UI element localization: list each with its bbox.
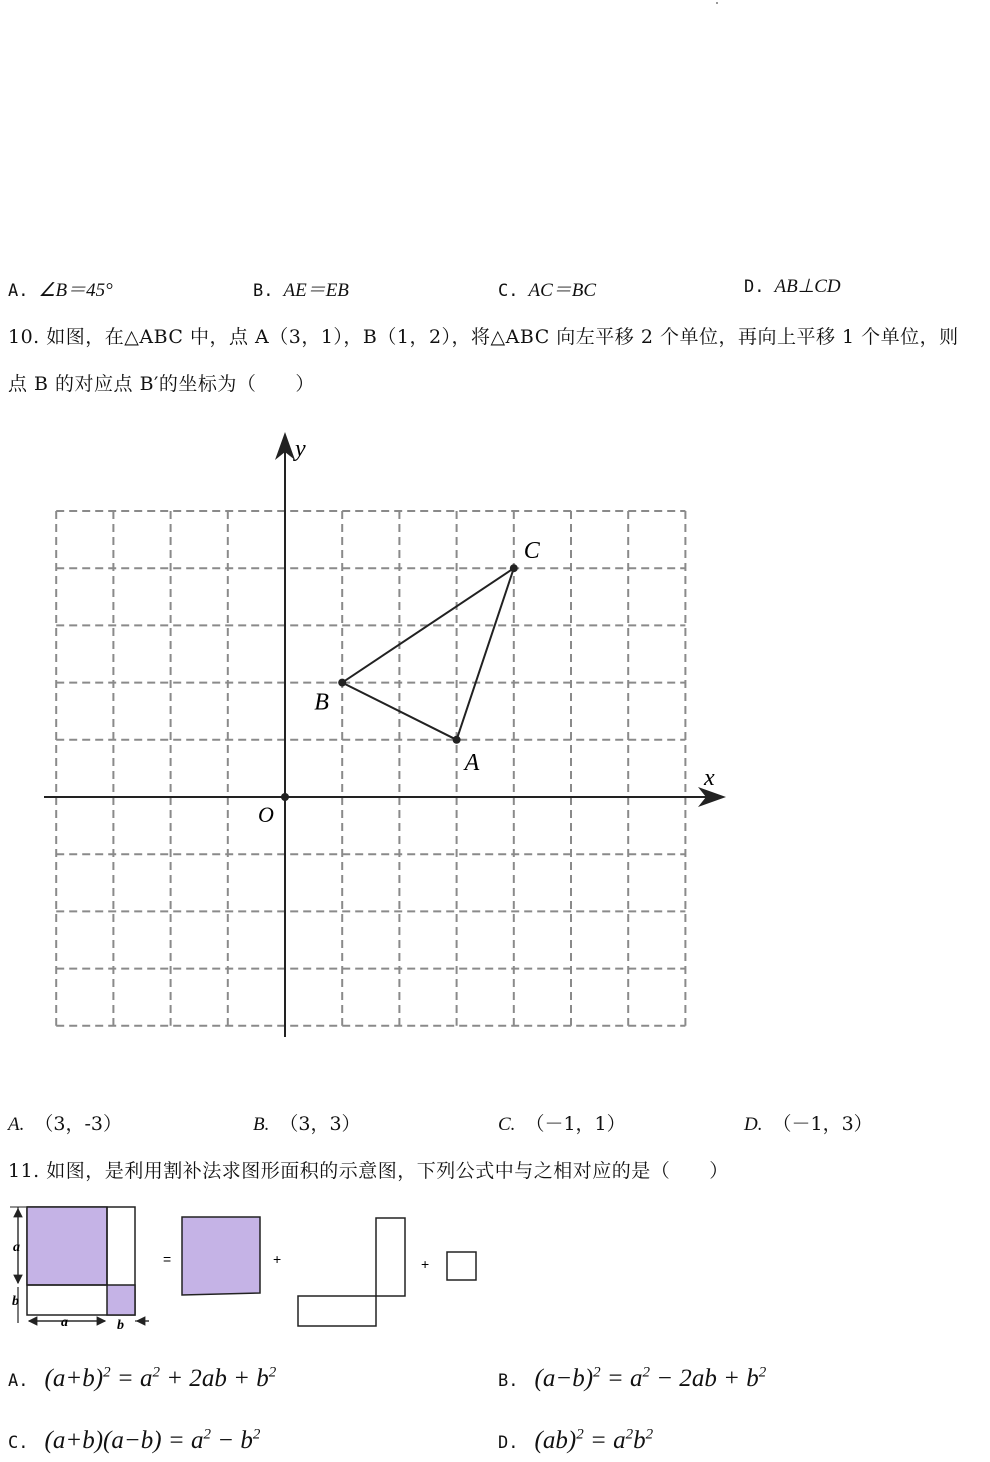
triangle-abc xyxy=(342,568,514,740)
square-b-fill xyxy=(107,1285,135,1315)
origin-point xyxy=(281,793,289,801)
rect-horizontal-piece xyxy=(298,1296,376,1326)
label-b-vertical: b xyxy=(12,1294,19,1309)
option-text: （3，-3） xyxy=(34,1113,122,1135)
formula-d: $(ab)^2 = a^2b^2$ xyxy=(534,1427,654,1455)
option-label: D. xyxy=(744,1114,763,1135)
q9-option-a[interactable] xyxy=(8,275,113,302)
option-label: D. xyxy=(744,277,765,297)
option-label: C. xyxy=(498,1114,516,1135)
point-label-a: A xyxy=(464,749,480,776)
option-label: B. xyxy=(253,281,274,301)
option-label: A. xyxy=(8,281,29,301)
option-label: A. xyxy=(8,1114,25,1135)
option-label: A. xyxy=(8,1371,29,1392)
square-a-piece xyxy=(182,1217,260,1295)
option-text: AC＝BC xyxy=(528,280,597,301)
q11-option-d[interactable] xyxy=(498,1427,653,1455)
dashed-grid xyxy=(56,511,685,1026)
y-axis-label: y xyxy=(295,436,306,462)
coordinate-graph xyxy=(0,420,760,1060)
label-a-horizontal: a xyxy=(61,1315,68,1330)
formula-c: $(a+b)(a-b) = a^2 - b^2$ xyxy=(44,1427,261,1455)
point-a xyxy=(453,736,461,744)
plus-sign-2: + xyxy=(421,1256,430,1272)
q10-option-b[interactable] xyxy=(253,1109,361,1136)
option-text: AB⊥CD xyxy=(774,276,841,297)
equals-sign: = xyxy=(163,1251,172,1267)
option-label: D. xyxy=(498,1433,519,1454)
square-b-piece xyxy=(447,1252,476,1280)
q11-option-c[interactable] xyxy=(8,1427,260,1455)
point-label-b: B xyxy=(314,689,329,716)
option-text: （－1，1） xyxy=(525,1113,626,1135)
origin-label: O xyxy=(258,802,274,827)
point-b xyxy=(338,679,346,687)
x-axis-label: x xyxy=(704,765,715,791)
option-text: （－1，3） xyxy=(772,1113,873,1135)
rect-vertical-piece xyxy=(376,1218,405,1296)
plus-sign-1: + xyxy=(273,1251,282,1267)
area-diagram xyxy=(0,1195,500,1335)
label-b-horizontal: b xyxy=(117,1318,124,1333)
q9-option-c[interactable] xyxy=(498,275,596,302)
q9-option-b[interactable] xyxy=(253,275,349,302)
option-label: B. xyxy=(253,1114,270,1135)
q10-option-d[interactable] xyxy=(744,1109,873,1136)
option-label: C. xyxy=(498,281,519,301)
label-a-vertical: a xyxy=(13,1240,20,1255)
option-text: ∠B＝45° xyxy=(38,280,113,301)
point-label-c: C xyxy=(523,538,540,565)
option-label: B. xyxy=(498,1371,519,1392)
q11-option-a[interactable] xyxy=(8,1365,276,1393)
q11-text: 11. 如图，是利用割补法求图形面积的示意图，下列公式中与之相对应的是（ ） xyxy=(8,1160,729,1182)
formula-a: $(a+b)^2 = a^2 + 2ab + b^2$ xyxy=(44,1365,277,1393)
q9-option-d[interactable] xyxy=(744,275,841,298)
option-label: C. xyxy=(8,1433,29,1454)
q10-option-c[interactable] xyxy=(498,1109,626,1136)
q11-option-b[interactable] xyxy=(498,1365,766,1393)
stray-dot xyxy=(716,2,718,4)
q10-option-a[interactable] xyxy=(8,1109,122,1136)
formula-b: $(a-b)^2 = a^2 - 2ab + b^2$ xyxy=(534,1365,767,1393)
point-c xyxy=(510,564,518,572)
option-text: （3，3） xyxy=(279,1113,361,1135)
q10-text-line1: 10. 如图，在△ABC 中，点 A（3，1），B（1，2），将△ABC 向左平移 2 个单位，再向上平移 1 个单位，则 xyxy=(8,326,959,348)
square-a-fill xyxy=(27,1207,107,1285)
option-text: AE＝EB xyxy=(283,280,349,301)
q10-text-line2: 点 B 的对应点 B′的坐标为（ ） xyxy=(8,373,315,395)
